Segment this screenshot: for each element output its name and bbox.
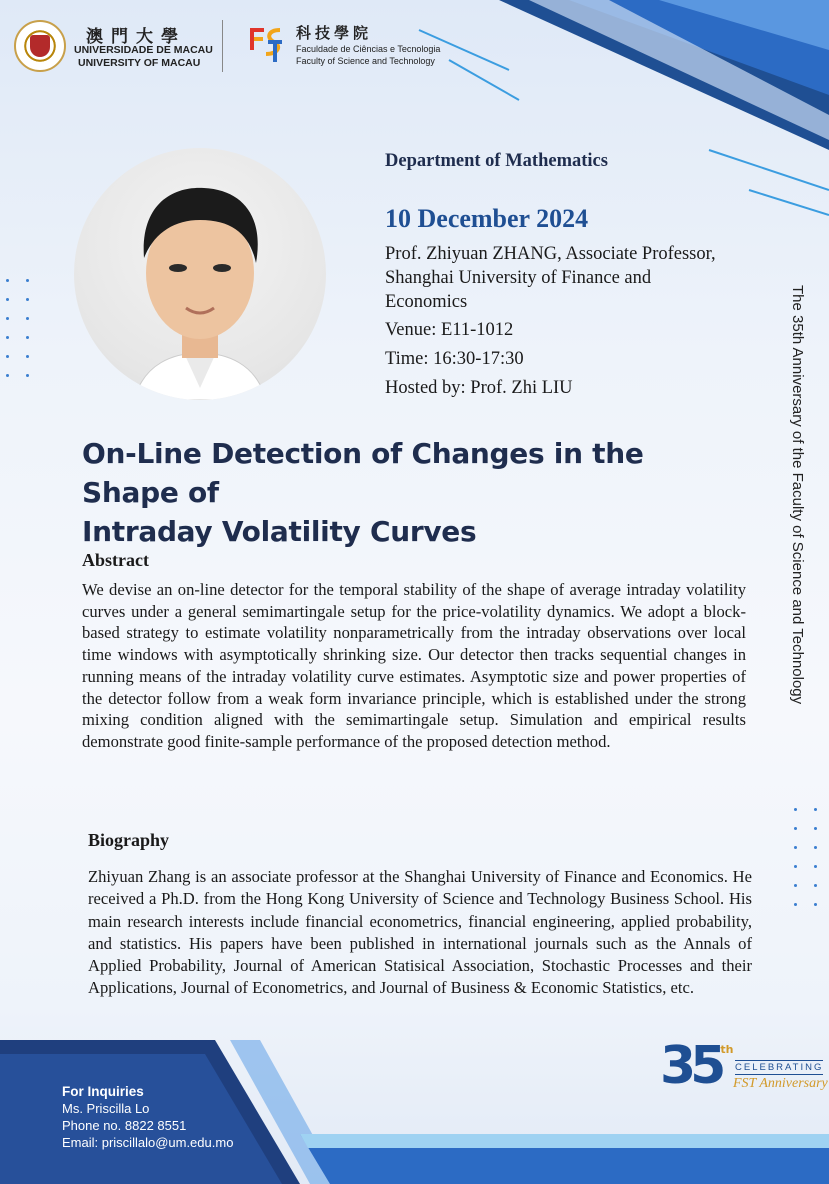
celebrating-label: CELEBRATING: [735, 1062, 824, 1073]
fst-anniversary-label: FST Anniversary: [733, 1076, 828, 1091]
event-date: 10 December 2024: [385, 204, 589, 233]
dot-grid-right: [794, 808, 818, 908]
fst-chinese-name: 科技學院: [296, 24, 373, 42]
venue: Venue: E11-1012: [385, 320, 514, 340]
header-divider: [222, 20, 223, 72]
talk-title: [82, 434, 742, 551]
anniversary-side-text: The 35th Anniversary of the Faculty of Science and Technology: [789, 285, 806, 705]
talk-title-line-1: On-Line Detection of Changes in the Shape of: [82, 437, 644, 509]
abstract-text: We devise an on-line detector for the temporal stability of the shape of average intraday volatility curves under a general semimartingale setup for the price-volatility dynamics. We adopt a block-based strategy to estimate volatility nonparametrically from the intraday observations over local time windows with asymptotically shrinking size. Our detector then tracks sequential changes in running means of the intraday volatility curve estimates. Asymptotic size and power properties of the detector follow from a weak form invariance principle, which is established under the strong mixing condition aligned with the semimartingale setup. Simulation and empirical results demonstrate good finite-sample performance of the proposed detection method.: [82, 580, 746, 751]
um-portuguese-name: UNIVERSIDADE DE MACAU: [74, 44, 213, 56]
time: Time: 16:30-17:30: [385, 349, 524, 369]
anniversary-35-logo: [660, 1036, 733, 1096]
um-seal-logo: [14, 20, 66, 72]
department-name: Department of Mathematics: [385, 151, 608, 171]
um-chinese-name: 澳門大學: [86, 27, 186, 47]
anniversary-sup: th: [720, 1043, 734, 1056]
anniversary-number: 35: [660, 1036, 721, 1096]
inquiries-title: For Inquiries: [62, 1084, 144, 1099]
contact-email: Email: priscillalo@um.edu.mo: [62, 1135, 234, 1150]
fst-english-name: Faculty of Science and Technology: [296, 56, 435, 66]
biography-text: Zhiyuan Zhang is an associate professor at the Shanghai University of Finance and Economics. He received a Ph.D. from the Hong Kong University of Science and Technology Business School. His main research interests include financial econometrics, financial engineering, applied probability, and statistics. His papers have been published in international journals such as the Annals of Applied Probability, Journal of American Statisical Association, Stochastic Processes and their Applications, Journal of Econometrics, and Journal of Business & Economic Statistics, etc.: [88, 867, 752, 998]
talk-title-line-2: Intraday Volatility Curves: [82, 515, 477, 548]
speaker-photo: [74, 148, 326, 400]
um-english-name: UNIVERSITY OF MACAU: [78, 57, 201, 69]
speaker-line-1: Prof. Zhiyuan ZHANG, Associate Professor,: [385, 244, 716, 264]
fst-portuguese-name: Faculdade de Ciências e Tecnologia: [296, 44, 441, 54]
inquiries-block: [62, 1083, 233, 1151]
fst-logo: [246, 24, 286, 68]
speaker-line-2: Shanghai University of Finance and: [385, 268, 652, 288]
contact-phone: Phone no. 8822 8551: [62, 1118, 187, 1133]
contact-name: Ms. Priscilla Lo: [62, 1101, 150, 1116]
dot-grid-left: [6, 279, 30, 379]
host: Hosted by: Prof. Zhi LIU: [385, 378, 573, 398]
abstract-heading: Abstract: [82, 550, 149, 570]
biography-heading: Biography: [88, 830, 170, 850]
speaker-line-3: Economics: [385, 292, 468, 312]
